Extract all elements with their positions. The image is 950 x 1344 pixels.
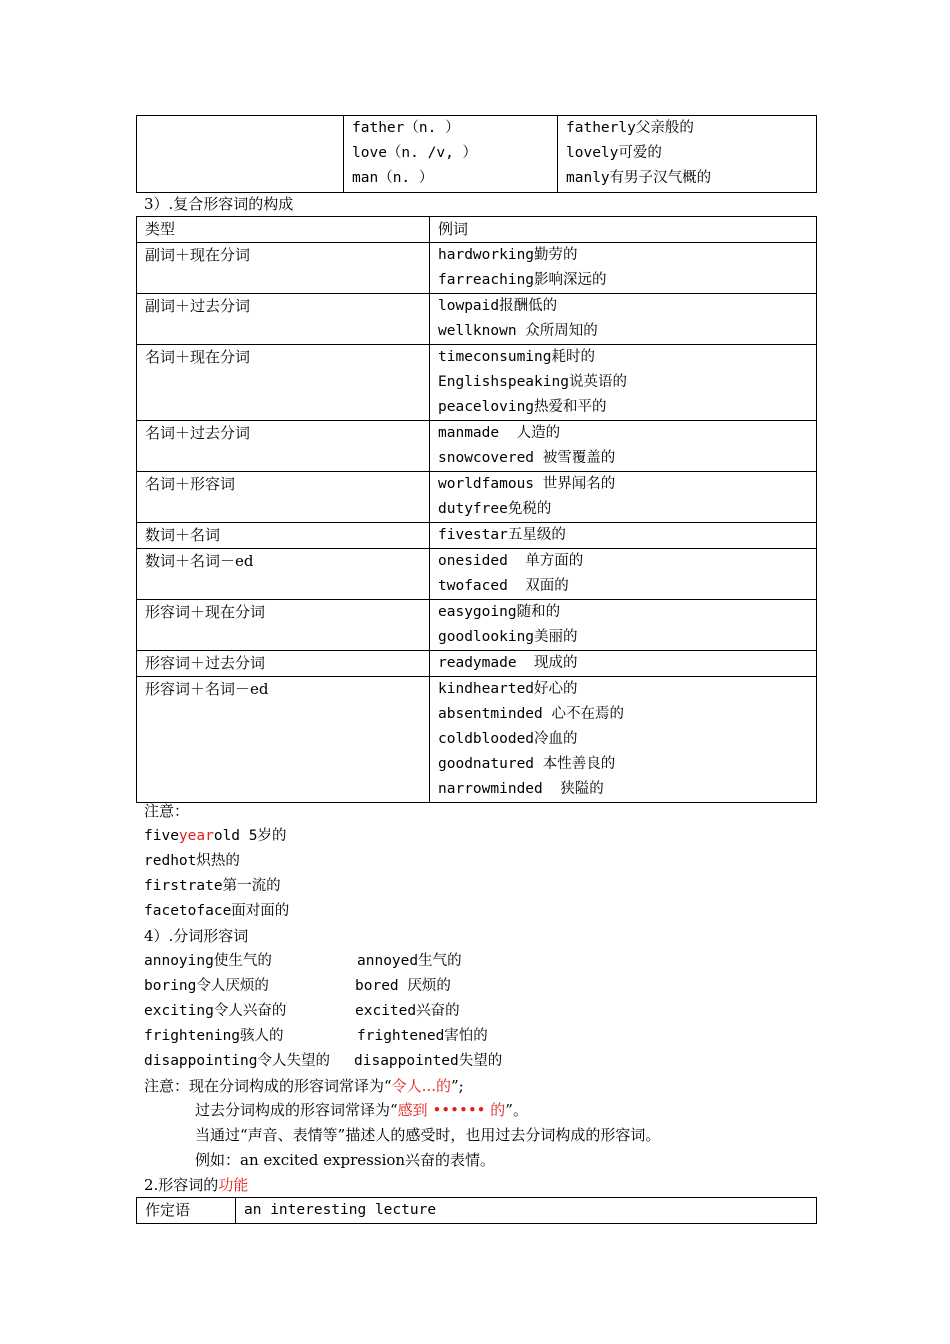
note-item xyxy=(144,824,287,849)
participle-present: annoying使生气的 xyxy=(144,953,272,969)
examples-cell xyxy=(430,600,817,651)
table-compound-adjectives xyxy=(136,216,817,803)
note-2-line-1 xyxy=(144,1074,464,1099)
function-label: 作定语 xyxy=(137,1198,236,1224)
type-cell: 数词＋名词 xyxy=(137,523,430,549)
examples-cell xyxy=(430,421,817,472)
table-row xyxy=(137,472,817,523)
example-word: lowpaid报酬低的 xyxy=(438,298,558,314)
section-2-title xyxy=(144,1173,248,1198)
examples-cell xyxy=(430,523,817,549)
example-word: wellknown 众所周知的 xyxy=(438,323,598,339)
table-row xyxy=(137,243,817,294)
example-word: fivestar五星级的 xyxy=(438,527,566,543)
table-row xyxy=(137,600,817,651)
function-example: an interesting lecture xyxy=(236,1198,817,1224)
table-adjective-functions xyxy=(136,1197,817,1224)
examples-cell xyxy=(430,549,817,600)
header-type: 类型 xyxy=(137,217,430,243)
type-cell: 名词＋过去分词 xyxy=(137,421,430,472)
examples-cell xyxy=(430,677,817,803)
type-cell: 副词＋过去分词 xyxy=(137,294,430,345)
note-item: redhot炽热的 xyxy=(144,853,240,869)
examples-cell xyxy=(430,472,817,523)
table-derived-adjectives xyxy=(136,115,817,193)
example-word: dutyfree免税的 xyxy=(438,501,552,517)
base-word: father（n. ） xyxy=(352,120,460,136)
example-word: Englishspeaking说英语的 xyxy=(438,374,627,390)
participle-past: disappointed失望的 xyxy=(354,1053,503,1069)
header-examples: 例词 xyxy=(430,217,817,243)
note-highlight: 令人...的 xyxy=(391,1077,451,1095)
type-cell: 形容词＋过去分词 xyxy=(137,651,430,677)
type-cell: 形容词＋现在分词 xyxy=(137,600,430,651)
type-cell: 名词＋形容词 xyxy=(137,472,430,523)
example-word: twofaced 双面的 xyxy=(438,578,569,594)
type-cell: 数词＋名词－ed xyxy=(137,549,430,600)
participle-past: annoyed生气的 xyxy=(357,953,462,969)
example-word: worldfamous 世界闻名的 xyxy=(438,476,616,492)
participle-present: frightening骇人的 xyxy=(144,1028,284,1044)
table-row xyxy=(137,523,817,549)
examples-cell xyxy=(430,651,817,677)
example-word: goodnatured 本性善良的 xyxy=(438,756,616,772)
example-word: snowcovered 被雪覆盖的 xyxy=(438,450,616,466)
table-row xyxy=(137,116,817,193)
example-word: peaceloving热爱和平的 xyxy=(438,399,607,415)
note-item: facetoface面对面的 xyxy=(144,903,290,919)
table-header-row xyxy=(137,217,817,243)
note-item-highlight: year xyxy=(178,828,214,844)
note-text: ”; xyxy=(450,1077,464,1095)
participle-past: frightened害怕的 xyxy=(357,1028,488,1044)
note-item: firstrate第一流的 xyxy=(144,878,281,894)
note-text: ”。 xyxy=(505,1101,528,1119)
table-row xyxy=(137,677,817,803)
section-3-title: 3）.复合形容词的构成 xyxy=(144,195,294,213)
example-word: kindhearted好心的 xyxy=(438,681,578,697)
note-2-line-2 xyxy=(195,1098,528,1123)
table-row xyxy=(137,1198,817,1224)
table-row xyxy=(137,549,817,600)
example-word: absentminded 心不在焉的 xyxy=(438,706,624,722)
section-4-title: 4）.分词形容词 xyxy=(144,927,249,945)
example-word: readymade 现成的 xyxy=(438,655,578,671)
type-cell: 形容词＋名词－ed xyxy=(137,677,430,803)
note-text: 过去分词构成的形容词常译为“ xyxy=(195,1101,398,1119)
examples-cell xyxy=(430,294,817,345)
base-word: man（n. ） xyxy=(352,170,434,186)
table-cell-base-words xyxy=(344,116,558,193)
base-word: love（n. /v, ） xyxy=(352,145,478,161)
example-word: manmade 人造的 xyxy=(438,425,561,441)
derived-word: manly有男子汉气概的 xyxy=(566,170,712,186)
derived-word: fatherly父亲般的 xyxy=(566,120,694,136)
note-item-text: five xyxy=(144,828,179,844)
note-item-text: old 5岁的 xyxy=(213,828,287,844)
examples-cell xyxy=(430,243,817,294)
participle-past: bored 厌烦的 xyxy=(355,978,451,994)
example-word: hardworking勤劳的 xyxy=(438,247,578,263)
type-cell: 名词＋现在分词 xyxy=(137,345,430,421)
note-highlight: 感到 •••••• 的 xyxy=(397,1101,506,1119)
table-row xyxy=(137,294,817,345)
note-2-line-4: 例如：an excited expression兴奋的表情。 xyxy=(195,1151,496,1169)
table-row xyxy=(137,421,817,472)
example-word: narrowminded 狭隘的 xyxy=(438,781,604,797)
examples-cell xyxy=(430,345,817,421)
table-cell-derived-words xyxy=(558,116,817,193)
derived-word: lovely可爱的 xyxy=(566,145,662,161)
example-word: coldblooded冷血的 xyxy=(438,731,578,747)
participle-present: disappointing令人失望的 xyxy=(144,1053,330,1069)
table-row xyxy=(137,345,817,421)
note-2-line-3: 当通过“声音、表情等”描述人的感受时，也用过去分词构成的形容词。 xyxy=(195,1126,661,1144)
example-word: goodlooking美丽的 xyxy=(438,629,578,645)
example-word: easygoing随和的 xyxy=(438,604,561,620)
note-text: 注意：现在分词构成的形容词常译为“ xyxy=(144,1077,392,1095)
note-label: 注意： xyxy=(144,802,190,820)
section-title-highlight: 功能 xyxy=(218,1176,249,1194)
type-cell: 副词＋现在分词 xyxy=(137,243,430,294)
participle-past: excited兴奋的 xyxy=(355,1003,460,1019)
example-word: timeconsuming耗时的 xyxy=(438,349,595,365)
example-word: farreaching影响深远的 xyxy=(438,272,607,288)
participle-present: boring令人厌烦的 xyxy=(144,978,269,994)
table-row xyxy=(137,651,817,677)
example-word: onesided 单方面的 xyxy=(438,553,584,569)
table-cell-empty xyxy=(137,116,344,193)
section-title-text: 2.形容词的 xyxy=(144,1176,219,1194)
participle-present: exciting令人兴奋的 xyxy=(144,1003,287,1019)
